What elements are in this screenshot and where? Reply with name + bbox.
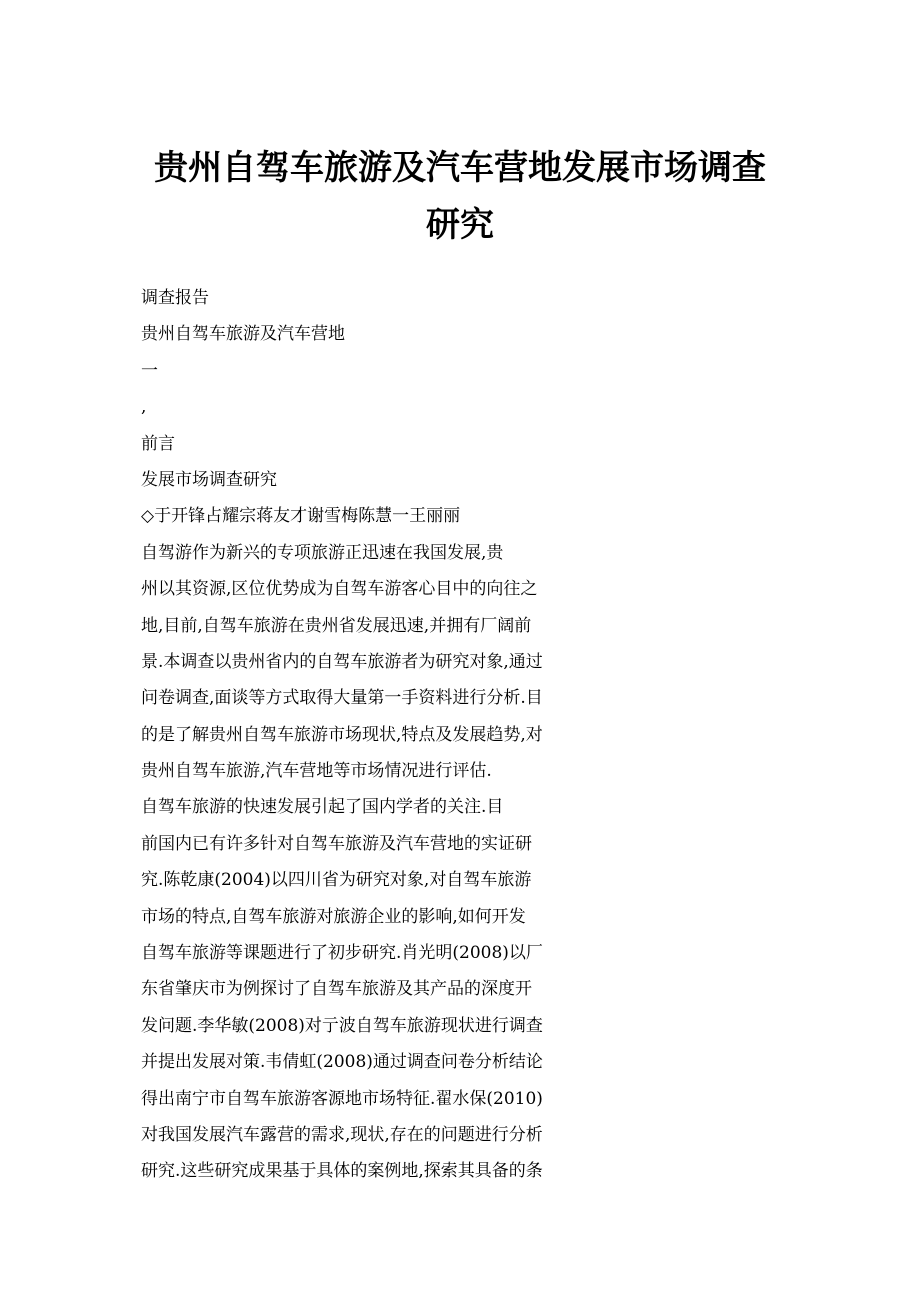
body-line: 得出南宁市自驾车旅游客源地市场特征.翟水保(2010) [141,1088,543,1109]
body-line: 的是了解贵州自驾车旅游市场现状,特点及发展趋势,对 [141,724,543,745]
body-line: ◇于开锋占耀宗蒋友才谢雪梅陈慧一王丽丽 [141,506,461,527]
document-body [141,284,586,1194]
body-line: 自驾游作为新兴的专项旅游正迅速在我国发展,贵 [141,542,504,563]
body-line: 贵州自驾车旅游,汽车营地等市场情况进行评估. [141,761,492,782]
body-line: 地,目前,自驾车旅游在贵州省发展迅速,并拥有厂阔前 [141,615,532,636]
body-line: 景.本调查以贵州省内的自驾车旅游者为研究对象,通过 [141,651,543,672]
body-line: 并提出发展对策.韦倩虹(2008)通过调查问卷分析结论 [141,1052,543,1073]
body-line: 州以其资源,区位优势成为自驾车游客心目中的向往之 [141,579,538,600]
body-line: , [141,397,147,418]
body-line: 究.陈乾康(2004)以四川省为研究对象,对自驾车旅游 [141,870,532,891]
body-line: 前国内已有许多针对自驾车旅游及汽车营地的实证研 [141,833,532,854]
body-line: 研究.这些研究成果基于具体的案例地,探索其具备的条 [141,1161,543,1182]
body-line: 发展市场调查研究 [141,469,277,490]
body-line: 调查报告 [141,288,209,308]
body-line: 发问题.李华敏(2008)对亍波自驾车旅游现状进行调查 [141,1015,543,1036]
body-line: 东省肇庆市为例探讨了自驾车旅游及其产品的深度开 [141,979,532,1000]
body-line: 自驾车旅游的快速发展引起了国内学者的关注.目 [141,797,504,818]
body-line: 市场的特点,自驾车旅游对旅游企业的影响,如何开发 [141,906,526,927]
document-title-line-1: 贵州自驾车旅游及汽车营地发展市场调查 [154,148,766,188]
body-line: 对我国发展汽车露营的需求,现状,存在的问题进行分析 [141,1124,543,1145]
body-line: 自驾车旅游等课题进行了初步研究.肖光明(2008)以厂 [141,943,543,964]
document-title-line-2: 研究 [426,205,494,245]
body-line: 贵州自驾车旅游及汽车营地 [141,324,345,345]
body-line: 问卷调查,面谈等方式取得大量第一手资料进行分析.目 [141,688,543,709]
body-line: 一 [141,360,158,381]
body-line: 前言 [141,433,175,454]
